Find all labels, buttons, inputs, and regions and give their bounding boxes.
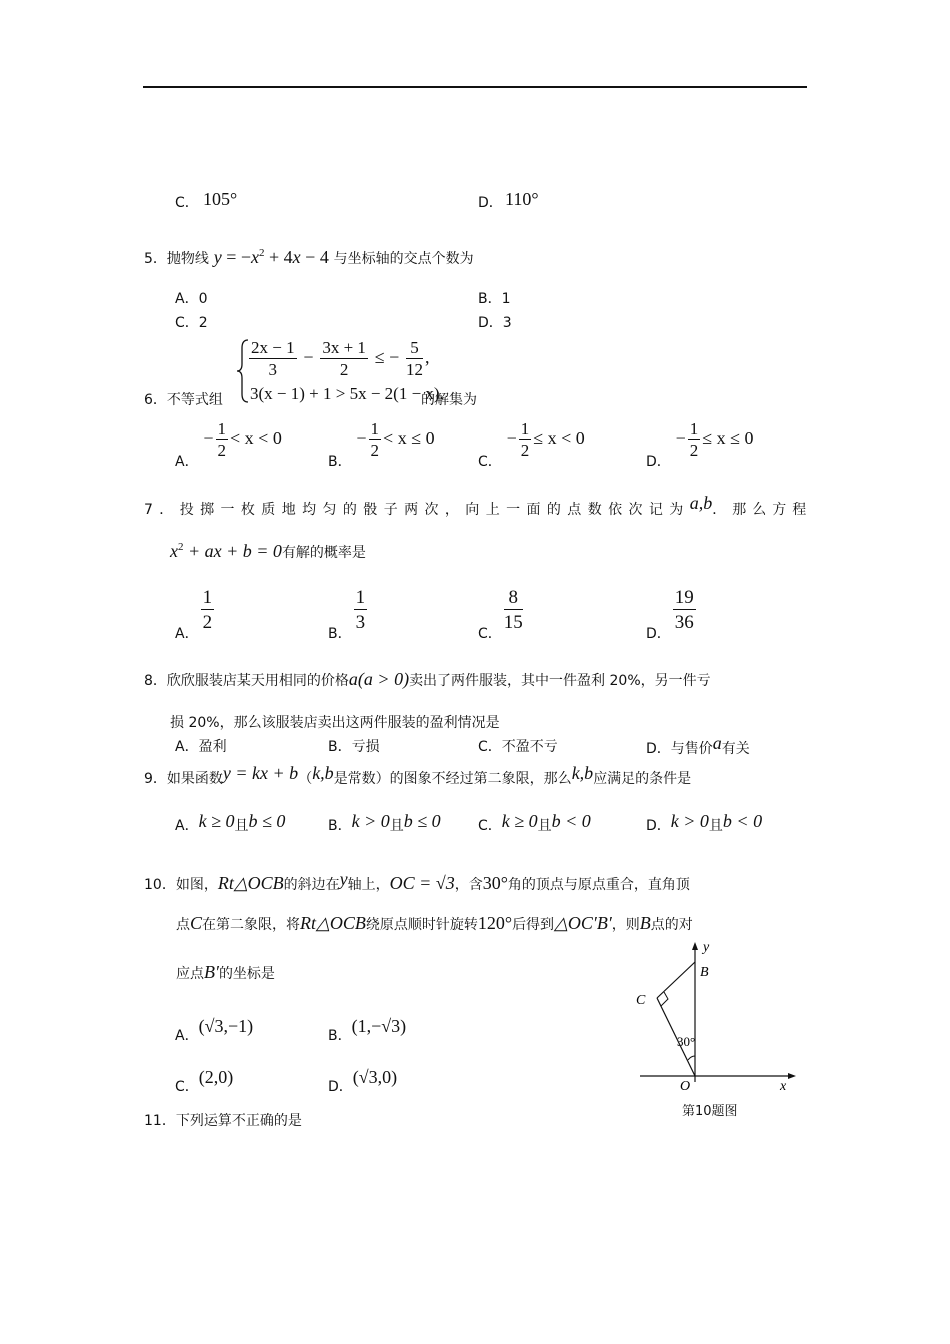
q7-option-d: D． $\frac{19}{36}$ xyxy=(646,587,694,642)
q10-option-d: D．(√3,0) xyxy=(328,1067,398,1095)
q10-option-b: B．(1,−√3) xyxy=(328,1016,407,1044)
question-7-line-1: 7．投掷一枚质地均匀的骰子两次，向上一面的点数依次记为a,b．那么方程 xyxy=(144,493,813,518)
inequality-line-1: $\frac{2x - 1}{3}$ − $\frac{3x + 1}{2}$ ≤ − $\frac{5}{12}$ , xyxy=(251,338,430,379)
q9-option-a: A．k ≥ 0且b ≤ 0 xyxy=(175,811,286,834)
header-rule xyxy=(143,86,807,88)
point-b-label: B xyxy=(700,965,709,980)
question-10-line-3: 应点B′的坐标是 xyxy=(176,962,275,982)
q9-option-d: D．k > 0且b < 0 xyxy=(646,811,763,834)
q10-option-a: A．(√3,−1) xyxy=(175,1016,254,1044)
figure-10-caption: 第10题图 xyxy=(682,1104,738,1119)
angle-label: 30° xyxy=(677,1034,696,1049)
q5-option-a: A．0 xyxy=(175,291,208,307)
q8-option-a: A．盈利 xyxy=(175,739,227,755)
q8-option-c: C．不盈不亏 xyxy=(478,739,558,755)
question-8-line-2: 损 20%，那么该服装店卖出这两件服装的盈利情况是 xyxy=(170,715,500,731)
point-c-label: C xyxy=(636,993,646,1008)
origin-label: O xyxy=(680,1079,691,1094)
q4-option-d-label: D． xyxy=(478,195,503,211)
q7-option-a: A． $\frac{1}{2}$ xyxy=(175,587,213,642)
q8-option-b: B．亏损 xyxy=(328,739,380,755)
angle-arc xyxy=(688,1056,695,1060)
q5-option-b: B．1 xyxy=(478,291,511,307)
question-9-stem: 9．如果函数y = kx + b（k,b是常数）的图象不经过第二象限，那么k,b应满足的条件是 xyxy=(144,763,692,787)
inequality-line-2: 3(x − 1) + 1 > 5x − 2(1 − x). xyxy=(250,384,444,403)
side-cb xyxy=(657,962,695,998)
q4-option-c-value: 105° xyxy=(203,189,238,209)
q9-option-c: C．k ≥ 0且b < 0 xyxy=(478,811,591,834)
q7-option-b: B． $\frac{1}{3}$ xyxy=(328,587,366,642)
q7-option-c: C． $\frac{8}{15}$ xyxy=(478,587,523,642)
question-10-line-2: 点C在第二象限，将Rt△OCB绕原点顺时针旋转120°后得到△OC′B′，则B点的对 xyxy=(176,913,693,933)
x-axis-label: x xyxy=(780,1079,787,1094)
q10-option-c: C．(2,0) xyxy=(175,1067,234,1095)
q6-option-b: B． − $\frac{1}{2}$ < x ≤ 0 xyxy=(328,419,435,470)
q5-option-c: C．2 xyxy=(175,315,208,331)
figure-10 xyxy=(630,940,800,1094)
q8-option-d: D．与售价a有关 xyxy=(646,733,750,757)
q9-option-b: B．k > 0且b ≤ 0 xyxy=(328,811,441,834)
question-6-number: 6．不等式组 xyxy=(144,392,223,408)
q4-option-c-label: C． xyxy=(175,195,199,211)
q6-option-a: A． − $\frac{1}{2}$ < x < 0 xyxy=(175,419,282,470)
right-angle-mark-icon xyxy=(661,992,668,1006)
question-11-stem: 11．下列运算不正确的是 xyxy=(144,1113,302,1129)
question-10-line-1: 10．如图，Rt△OCB的斜边在y轴上，OC = √3，含30°角的顶点与原点重合，直角顶 xyxy=(144,869,690,893)
q5-option-d: D．3 xyxy=(478,315,512,331)
question-6-tail: 的解集为 xyxy=(421,392,477,408)
y-axis-arrow-icon xyxy=(692,942,698,950)
q6-option-c: C． − $\frac{1}{2}$ ≤ x < 0 xyxy=(478,419,585,470)
question-7-line-2: $x^2$ + ax + b = 0有解的概率是 xyxy=(170,541,366,561)
q4-option-d-value: 110° xyxy=(505,189,539,209)
y-axis-label: y xyxy=(703,940,710,955)
q6-option-d: D． − $\frac{1}{2}$ ≤ x ≤ 0 xyxy=(646,419,754,470)
question-8-line-1: 8．欣欣服装店某天用相同的价格a(a > 0)卖出了两件服装，其中一件盈利 20%，另一件亏 xyxy=(144,669,711,689)
x-axis-arrow-icon xyxy=(788,1073,796,1079)
question-5-stem: 5．抛物线 $y = -x^2 + 4x - 4$ 与坐标轴的交点个数为 xyxy=(144,247,474,267)
